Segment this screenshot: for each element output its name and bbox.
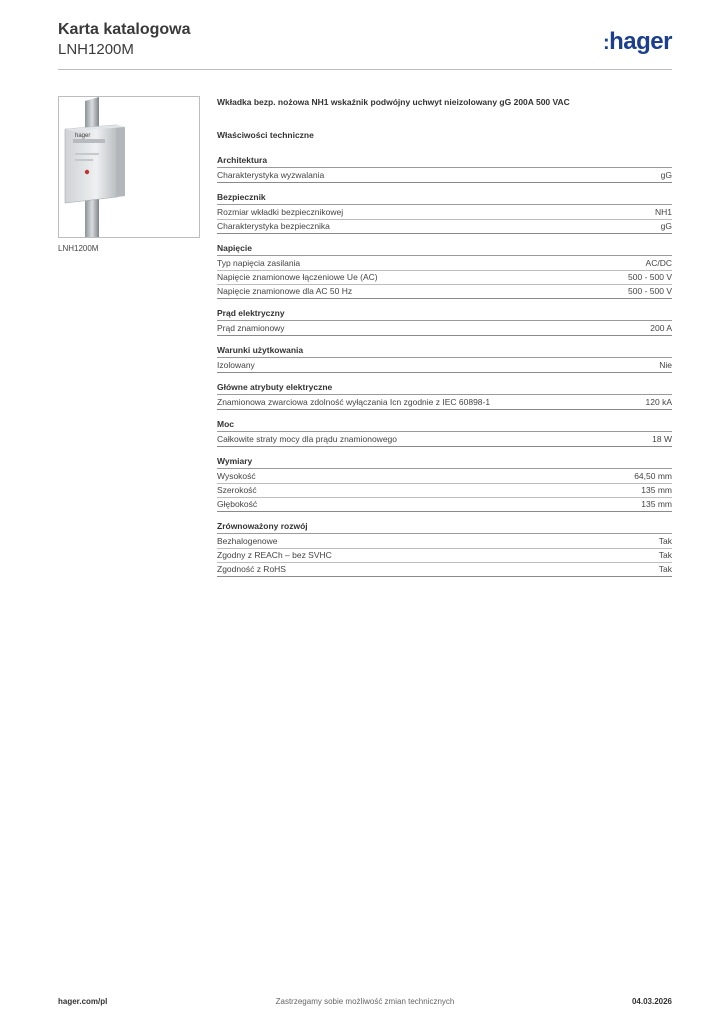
spec-group-title: Architektura: [217, 154, 672, 168]
spec-row: [217, 359, 672, 373]
spec-group-title: Warunki użytkowania: [217, 344, 672, 358]
spec-value: Tak: [658, 536, 672, 546]
spec-label: Izolowany: [217, 360, 255, 370]
spec-label: Znamionowa zwarciowa zdolność wyłączania Icn zgodnie z IEC 60898-1: [217, 397, 491, 407]
spec-group-title: Prąd elektryczny: [217, 307, 672, 321]
product-description: Wkładka bezp. nożowa NH1 wskaźnik podwójny uchwyt nieizolowany gG 200A 500 VAC: [217, 97, 570, 107]
spec-group-title: Moc: [217, 418, 672, 432]
website-link[interactable]: hager.com/pl: [58, 997, 108, 1006]
spec-group: [217, 307, 672, 336]
hager-logo: :hager: [602, 28, 672, 55]
spec-group-title: Bezpiecznik: [217, 191, 672, 205]
spec-row: [217, 285, 672, 299]
spec-value: 120 kA: [645, 397, 672, 407]
spec-label: Szerokość: [217, 485, 257, 495]
spec-group: [217, 191, 672, 234]
spec-row: [217, 433, 672, 447]
spec-value: 135 mm: [641, 485, 672, 495]
image-caption: LNH1200M: [58, 244, 99, 253]
spec-value: Nie: [659, 360, 672, 370]
spec-value: NH1: [654, 207, 672, 217]
spec-label: Typ napięcia zasilania: [217, 258, 301, 268]
spec-label: Zgodność z RoHS: [217, 564, 286, 574]
spec-row: [217, 206, 672, 220]
spec-groups: [217, 154, 672, 577]
spec-value: gG: [660, 170, 672, 180]
product-image: [58, 96, 200, 238]
spec-row: [217, 470, 672, 484]
fuse-image: [59, 97, 199, 237]
spec-row: [217, 322, 672, 336]
spec-value: AC/DC: [645, 258, 672, 268]
spec-value: 135 mm: [641, 499, 672, 509]
page-title: Karta katalogowa: [58, 21, 191, 38]
spec-row: [217, 535, 672, 549]
spec-value: 18 W: [652, 434, 672, 444]
footer-notice: Zastrzegamy sobie możliwość zmian technicznych: [275, 997, 455, 1006]
spec-row: [217, 220, 672, 234]
spec-label: Rozmiar wkładki bezpiecznikowej: [217, 207, 344, 217]
spec-row: [217, 498, 672, 512]
technical-properties-heading: Właściwości techniczne: [217, 130, 314, 140]
spec-value: Tak: [658, 564, 672, 574]
spec-group-title: Główne atrybuty elektryczne: [217, 381, 672, 395]
spec-group-title: Napięcie: [217, 242, 672, 256]
spec-group: [217, 381, 672, 410]
spec-row: [217, 549, 672, 563]
spec-row: [217, 484, 672, 498]
spec-label: Prąd znamionowy: [217, 323, 285, 333]
spec-label: Bezhalogenowe: [217, 536, 278, 546]
footer-date: 04.03.2026: [631, 997, 672, 1006]
header-divider: [58, 69, 672, 70]
spec-group: [217, 455, 672, 512]
spec-value: 200 A: [650, 323, 672, 333]
spec-value: 500 - 500 V: [628, 272, 672, 282]
spec-label: Zgodny z REACh – bez SVHC: [217, 550, 332, 560]
spec-group: [217, 242, 672, 299]
spec-value: Tak: [658, 550, 672, 560]
spec-value: 64,50 mm: [634, 471, 672, 481]
spec-content: [217, 96, 672, 585]
product-code: LNH1200M: [58, 41, 134, 58]
spec-group: [217, 520, 672, 577]
svg-text:hager: hager: [75, 133, 91, 139]
spec-label: Całkowite straty mocy dla prądu znamionowego: [217, 434, 398, 444]
page-footer: [58, 997, 672, 1011]
spec-label: Głębokość: [217, 499, 258, 509]
spec-value: gG: [660, 221, 672, 231]
spec-row: [217, 563, 672, 577]
spec-row: [217, 271, 672, 285]
spec-group-title: Wymiary: [217, 455, 672, 469]
spec-row: [217, 169, 672, 183]
page-header: [58, 20, 672, 70]
spec-label: Napięcie znamionowe łączeniowe Ue (AC): [217, 272, 378, 282]
spec-label: Napięcie znamionowe dla AC 50 Hz: [217, 286, 353, 296]
spec-row: [217, 257, 672, 271]
spec-label: Wysokość: [217, 471, 256, 481]
spec-label: Charakterystyka bezpiecznika: [217, 221, 330, 231]
spec-group-title: Zrównoważony rozwój: [217, 520, 672, 534]
spec-row: [217, 396, 672, 410]
spec-value: 500 - 500 V: [628, 286, 672, 296]
spec-group: [217, 154, 672, 183]
spec-group: [217, 418, 672, 447]
spec-label: Charakterystyka wyzwalania: [217, 170, 325, 180]
spec-group: [217, 344, 672, 373]
